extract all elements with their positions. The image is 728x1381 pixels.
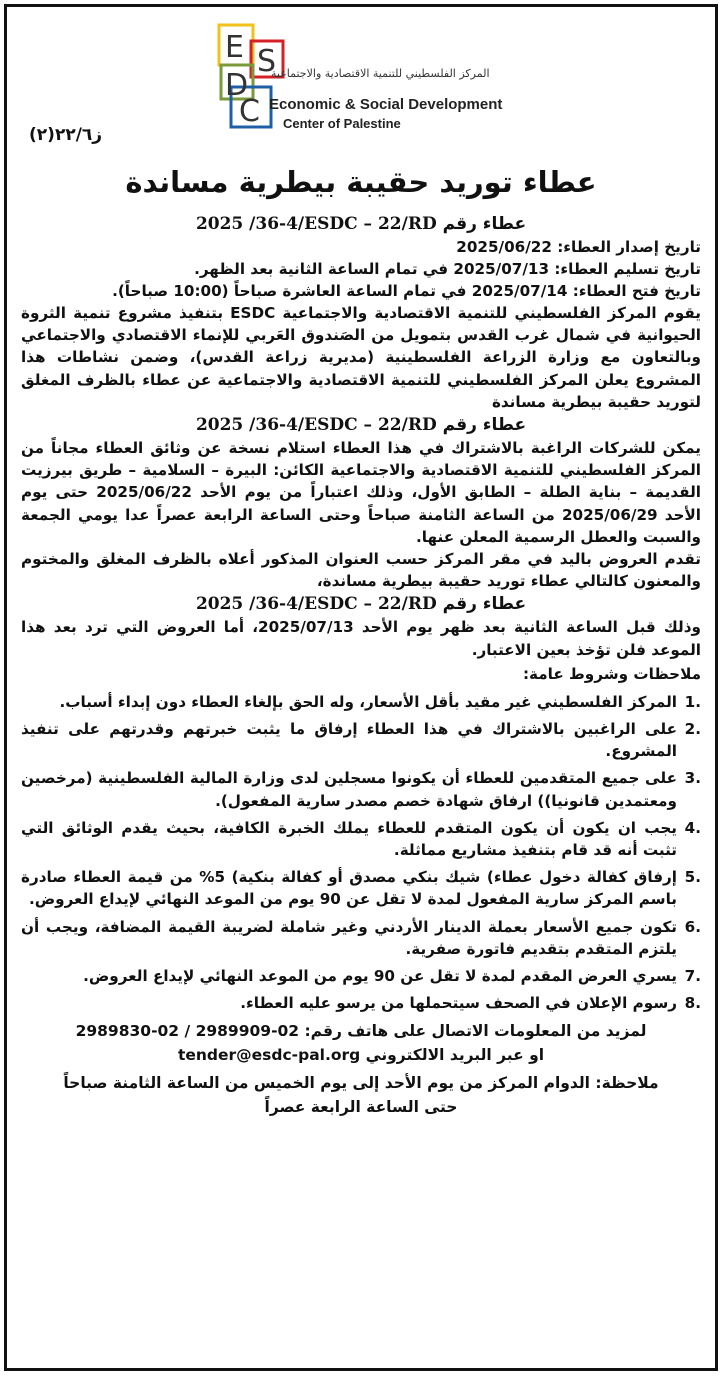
opening-date-value: 2025/07/14 في تمام الساعة العاشرة صباحاً (10:00 صباحاً). (112, 282, 568, 300)
conditions-list (21, 691, 701, 1015)
tender-number-label-3: عطاء رقم (442, 594, 527, 615)
logo-english-line2: Center of Palestine (283, 116, 401, 131)
list-item: 1. المركز الفلسطيني غير مقيد بأقل الأسعار، وله الحق بإلغاء العطاء دون إبداء أسباب. (59, 692, 701, 711)
logo-letter-c: C (239, 94, 260, 129)
tender-code: 2025 /36-4/ESDC – 22/RD (195, 214, 437, 234)
documents-paragraph: يمكن للشركات الراغبة بالاشتراك في هذا العطاء استلام نسخة عن وثائق العطاء مجاناً من المركز الفلسطيني للتنمية الاقتصادية والاجتماعية الكائن: البيرة – السلامية – طريق بيرزيت القديمة – بناية الطلة – الطابق الأول، وذلك اعتباراً من يوم الأحد 2025/06/22 حتى يوم الأحد 2025/06/29 من الساعة الثامنة صباحاً وحتى الساعة الرابعة عصراً عدا يومي الجمعة والسبت والعطل الرسمية المعلن عنها. (21, 439, 701, 546)
office-hours-note-line2: حتى الساعة الرابعة عصراً (264, 1098, 458, 1117)
email-label: او عبر البريد الالكتروني (365, 1046, 545, 1065)
tender-number-line-3 (21, 592, 701, 616)
deadline-paragraph: وذلك قبل الساعة الثانية بعد ظهر يوم الأحد 2025/07/13، أما العروض التي ترد بعد هذا الموعد فلن تؤخذ بعين الاعتبار. (21, 618, 701, 659)
tender-code-2: 2025 /36-4/ESDC – 22/RD (195, 415, 437, 436)
logo-english-line1: Economic & Social Development (269, 96, 503, 113)
logo-letter-d: D (225, 68, 249, 103)
tender-number-line-2 (21, 413, 701, 437)
reference-number: ز٢٢/٦(٢) (29, 125, 103, 145)
tender-code-3: 2025 /36-4/ESDC – 22/RD (195, 594, 437, 615)
list-item: 8. رسوم الإعلان في الصحف سيتحملها من يرسو عليه العطاء. (240, 994, 701, 1013)
contact-email-line (21, 1043, 701, 1067)
tender-number-line (21, 212, 701, 236)
issue-date-label: تاريخ إصدار العطاء: (557, 238, 701, 256)
logo-letter-s: S (257, 44, 277, 79)
opening-date-label: تاريخ فتح العطاء: (572, 282, 701, 300)
list-item: 7. يسري العرض المقدم لمدة لا تقل عن 90 يوم من الموعد النهائي لإيداع العروض. (83, 967, 701, 986)
announcement-body (21, 212, 701, 1119)
delivery-date-line (21, 258, 701, 280)
conditions-heading: ملاحظات وشروط عامة: (522, 664, 701, 683)
list-item: 4. يجب ان يكون أن يكون المتقدم للعطاء يملك الخبرة الكافية، بحيث يقدم الوثائق التي تثبت أنه قد قام بتنفيذ مشاريع مماثلة. (21, 818, 701, 860)
page-title: عطاء توريد حقيبة بيطرية مساندة (125, 165, 597, 199)
office-hours-note-line1: ملاحظة: الدوام المركز من يوم الأحد إلى يوم الخميس من الساعة الثامنة صباحاً (63, 1074, 659, 1093)
opening-date-line (21, 280, 701, 302)
tender-number-label-2: عطاء رقم (442, 415, 527, 436)
submission-paragraph: تقدم العروض باليد في مقر المركز حسب العنوان المذكور أعلاه بالظرف المغلق والمختوم والمعنون كالتالي عطاء توريد حقيبة بيطرية مساندة، (21, 550, 701, 591)
delivery-date-value: 2025/07/13 في تمام الساعة الثانية بعد الظهر. (194, 260, 550, 278)
contact-phone-line: لمزيد من المعلومات الاتصال على هاتف رقم: 02-2989909 / 02-2989830 (75, 1022, 647, 1041)
logo-arabic-name: المركز الفلسطيني للتنمية الاقتصادية والاجتماعية (271, 67, 490, 80)
list-item: 3. على جميع المتقدمين للعطاء أن يكونوا مسجلين لدى وزارة المالية الفلسطينية (مرخصين ومعتمدين قانونيا)) ارفاق شهادة خصم مصدر سارية المفعول). (21, 769, 701, 810)
list-item: 5. إرفاق كفالة دخول عطاء) شيك بنكي مصدق أو كفالة بنكية) 5% من قيمة العطاء صادرة باسم المركز سارية المفعول لمدة لا تقل عن 90 يوم من الموعد النهائي لإيداع العروض. (21, 868, 701, 909)
list-item: 2. على الراغبين بالاشتراك في هذا العطاء إرفاق ما يثبت خبرتهم وقدرتهم على تنفيذ المشروع. (21, 720, 701, 761)
email-address[interactable]: tender@esdc-pal.org (177, 1046, 361, 1065)
logo-letter-e: E (225, 30, 244, 65)
list-item: 6. تكون جميع الأسعار بعملة الدينار الأردني وغير شاملة لضريبة القيمة المضافة، ويجب أن يلتزم المتقدم بتقديم فاتورة صفرية. (21, 917, 701, 958)
advertisement-page (4, 4, 718, 1371)
issue-date-line (21, 236, 701, 258)
tender-number-label: عطاء رقم (442, 214, 527, 234)
delivery-date-label: تاريخ تسليم العطاء: (554, 260, 701, 278)
issue-date-value: 2025/06/22 (456, 238, 552, 256)
intro-paragraph: يقوم المركز الفلسطيني للتنمية الاقتصادية والاجتماعية ESDC بتنفيذ مشروع تنمية الثروة الحيوانية في شمال غرب القدس بتمويل من الصَندوق العَربي للإنماء الاقتصادي والاجتماعي وبالتعاون مع وزارة الزراعة الفلسطينية (مديرية زراعة القدس)، وضمن نشاطات هذا المشروع يعلن المركز الفلسطيني للتنمية الاقتصادية والاجتماعية عن عطاء بالظرف المغلق لتوريد حقيبة بيطرية مساندة (21, 304, 701, 411)
